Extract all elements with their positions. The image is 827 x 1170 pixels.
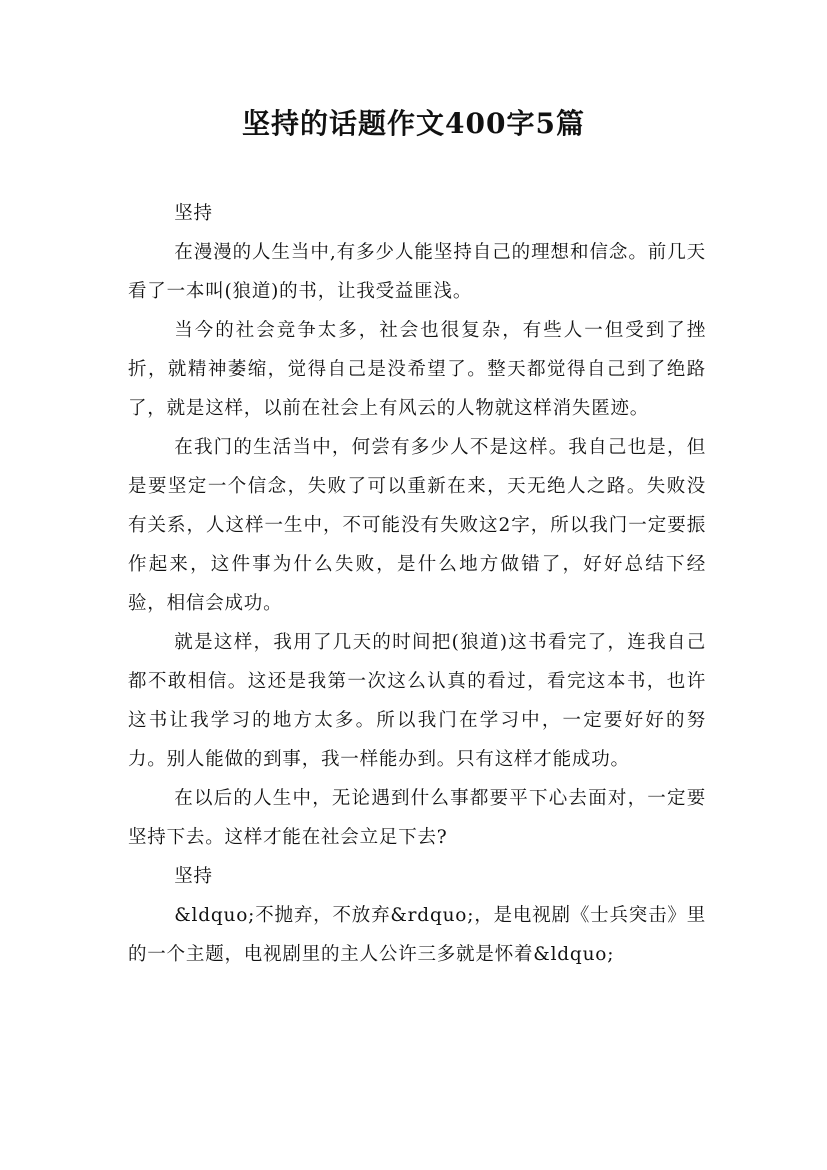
section-heading: 坚持 <box>174 203 213 224</box>
paragraph: 在我门的生活当中，何尝有多少人不是这样。我自己也是，但是要坚定一个信念，失败了可以重新在来，天无绝人之路。失败没有关系，人这样一生中，不可能没有失败这2字，所以我门一定要振作起来，这件事为什么失败，是什么地方做错了，好好总结下经验，相信会成功。 <box>128 437 706 614</box>
paragraph: 就是这样，我用了几天的时间把(狼道)这书看完了，连我自己都不敢相信。这还是我第一次这么认真的看过，看完这本书，也许这书让我学习的地方太多。所以我门在学习中，一定要好好的努力。别人能做的到事，我一样能办到。只有这样才能成功。 <box>128 632 706 770</box>
document-body <box>128 194 706 974</box>
paragraph: 当今的社会竞争太多，社会也很复杂，有些人一但受到了挫折，就精神萎缩，觉得自己是没希望了。整天都觉得自己到了绝路了，就是这样，以前在社会上有风云的人物就这样消失匿迹。 <box>128 320 706 419</box>
document-title: 坚持的话题作文400字5篇 <box>242 107 585 140</box>
paragraph: 在以后的人生中，无论遇到什么事都要平下心去面对，一定要坚持下去。这样才能在社会立足下去? <box>128 788 706 848</box>
section-heading: 坚持 <box>174 866 213 887</box>
paragraph: 在漫漫的人生当中,有多少人能坚持自己的理想和信念。前几天看了一本叫(狼道)的书，让我受益匪浅。 <box>128 242 706 302</box>
paragraph: &ldquo;不抛弃，不放弃&rdquo;，是电视剧《士兵突击》里的一个主题，电视剧里的主人公许三多就是怀着&ldquo; <box>128 905 706 965</box>
